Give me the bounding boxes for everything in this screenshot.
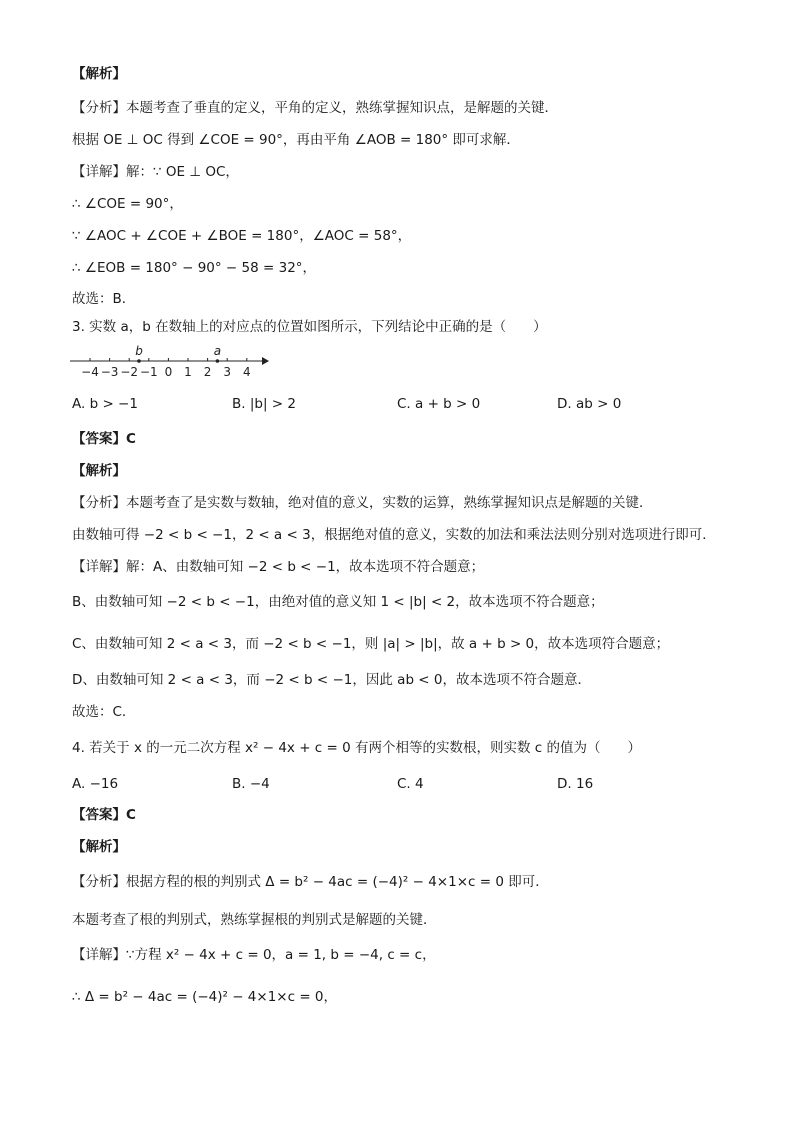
option-c: C. a + b > 0 xyxy=(397,396,481,412)
axis-tick-label: −4 xyxy=(81,365,99,379)
analysis-heading: 【解析】 xyxy=(72,66,126,82)
option-d: D. 16 xyxy=(557,776,594,792)
solution-line: ∴ ∠EOB = 180° − 90° − 58 = 32°， xyxy=(72,260,317,276)
solution-detail: 【详解】解：A、由数轴可知 −2 < b < −1，故本选项不符合题意； xyxy=(72,559,485,575)
axis-tick-label: −2 xyxy=(120,365,139,379)
solution-line: D、由数轴可知 2 < a < 3，而 −2 < b < −1，因此 ab < 0，故本选项不符合题意． xyxy=(72,672,591,688)
option-a: A. b > −1 xyxy=(72,396,138,412)
analysis-summary: 【分析】本题考查了垂直的定义，平角的定义，熟练掌握知识点，是解题的关键． xyxy=(72,100,558,116)
point-a xyxy=(216,359,220,363)
option-d: D. ab > 0 xyxy=(557,396,622,412)
point-a-label: a xyxy=(213,344,222,358)
option-c: C. 4 xyxy=(397,776,424,792)
solution-line: C、由数轴可知 2 < a < 3，而 −2 < b < −1，则 |a| > |b|，故 a + b > 0，故本选项符合题意； xyxy=(72,636,670,652)
axis-tick-label: −1 xyxy=(139,365,158,379)
choice-result: 故选：B． xyxy=(72,291,136,307)
solution-line: 根据 OE ⊥ OC 得到 ∠COE = 90°，再由平角 ∠AOB = 180° 即可求解． xyxy=(72,132,520,148)
option-b: B. |b| > 2 xyxy=(232,396,296,412)
option-b: B. −4 xyxy=(232,776,270,792)
analysis-summary: 【分析】根据方程的根的判别式 Δ = b² − 4ac = (−4)² − 4×1×c = 0 即可． xyxy=(72,874,549,890)
solution-line: ∵ ∠AOC + ∠COE + ∠BOE = 180°，∠AOC = 58°， xyxy=(72,228,412,244)
analysis-summary: 【分析】本题考查了是实数与数轴，绝对值的意义，实数的运算，熟练掌握知识点是解题的关键． xyxy=(72,495,653,511)
answer-label: 【答案】C xyxy=(72,807,136,823)
solution-line: 由数轴可得 −2 < b < −1，2 < a < 3，根据绝对值的意义，实数的加法和乘法法则分别对选项进行即可． xyxy=(72,527,716,543)
axis-arrow-icon xyxy=(262,357,269,365)
axis-tick-label: 0 xyxy=(164,365,173,379)
analysis-note: 本题考查了根的判别式，熟练掌握根的判别式是解题的关键． xyxy=(72,912,437,928)
analysis-heading: 【解析】 xyxy=(72,463,126,479)
axis-tick-label: 4 xyxy=(242,365,251,379)
axis-tick-label: −3 xyxy=(100,365,119,379)
solution-detail: 【详解】∵方程 x² − 4x + c = 0，a = 1, b = −4, c = c， xyxy=(72,947,436,963)
solution-detail: 【详解】解：∵ OE ⊥ OC， xyxy=(72,164,239,180)
solution-line: ∴ Δ = b² − 4ac = (−4)² − 4×1×c = 0， xyxy=(72,989,338,1005)
answer-label: 【答案】C xyxy=(72,431,136,447)
point-b xyxy=(137,359,141,363)
solution-line: ∴ ∠COE = 90°， xyxy=(72,196,183,212)
option-a: A. −16 xyxy=(72,776,119,792)
axis-tick-label: 2 xyxy=(203,365,212,379)
question-3-stem: 3. 实数 a，b 在数轴上的对应点的位置如图所示，下列结论中正确的是（ ） xyxy=(72,319,547,335)
number-line-figure xyxy=(68,340,278,380)
choice-result: 故选：C． xyxy=(72,704,136,720)
axis-tick-label: 3 xyxy=(223,365,232,379)
point-b-label: b xyxy=(135,344,143,358)
question-4-stem: 4. 若关于 x 的一元二次方程 x² − 4x + c = 0 有两个相等的实数根，则实数 c 的值为（ ） xyxy=(72,740,642,756)
axis-tick-label: 1 xyxy=(184,365,192,379)
analysis-heading: 【解析】 xyxy=(72,839,126,855)
solution-line: B、由数轴可知 −2 < b < −1，由绝对值的意义知 1 < |b| < 2，故本选项不符合题意； xyxy=(72,594,604,610)
